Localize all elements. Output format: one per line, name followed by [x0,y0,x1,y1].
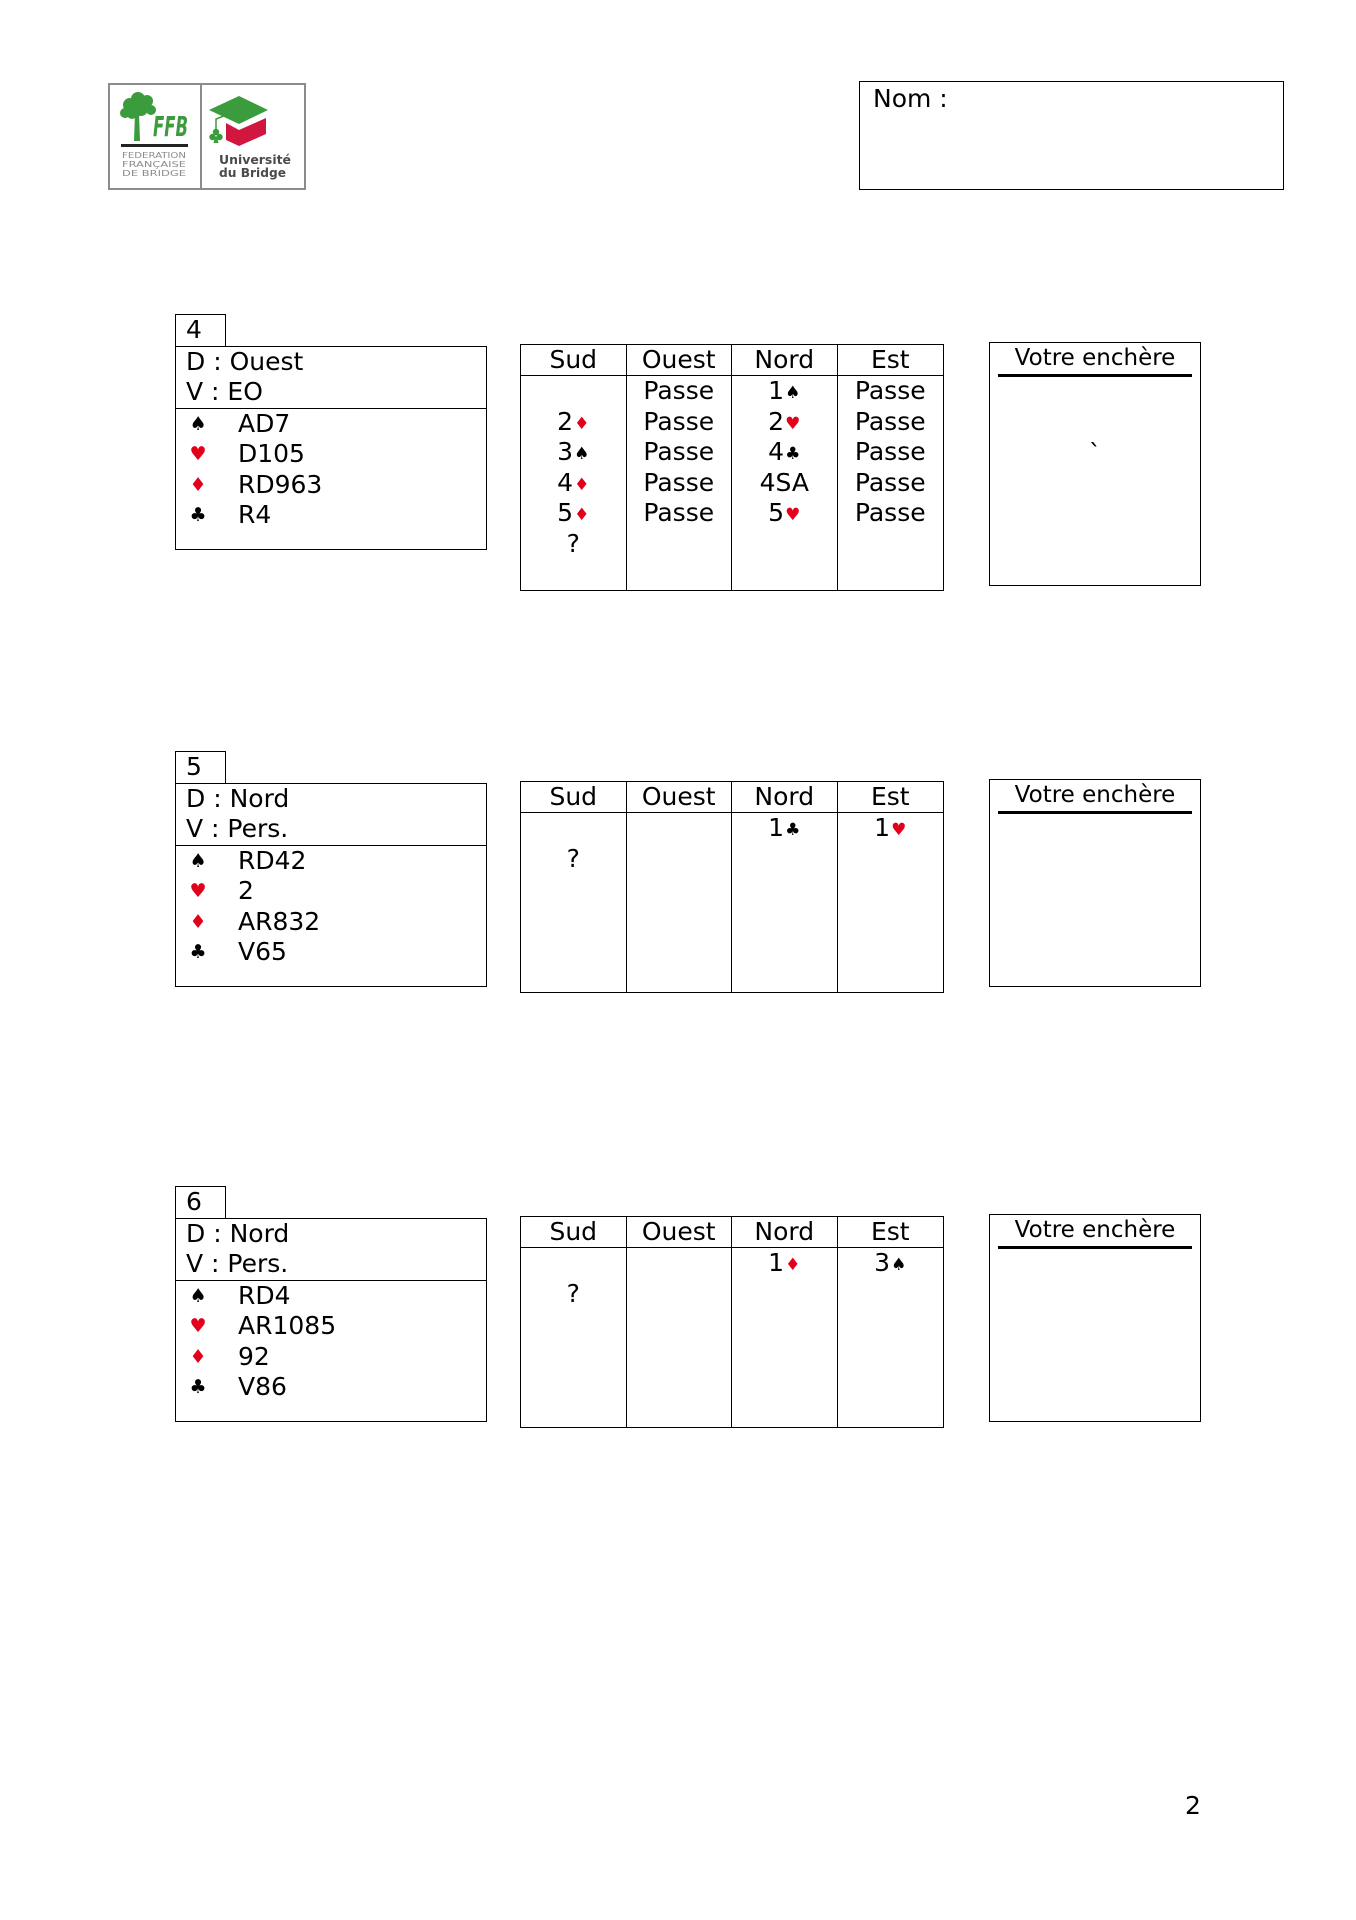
universite-line-2: du Bridge [219,165,286,180]
bid-cell: Passe [643,406,715,436]
bid-cell [521,498,626,529]
diamond-icon: ♦ [189,473,207,496]
club-icon: ♣ [189,1376,207,1399]
bid-cell: ? [566,528,580,558]
heart-icon: ♥ [189,880,207,903]
bid-cell [732,498,837,529]
club-icon: ♣ [189,504,207,527]
bid-cell: Passe [854,376,926,405]
hand-cards-heart: D105 [238,439,305,469]
spade-icon: ♠ [189,849,207,872]
ffb-federation-line-1: FEDERATION [122,151,186,160]
bidding-header-0: Sud [521,782,627,813]
answer-label: Votre enchère [1014,782,1176,808]
bid-level: 1 [768,813,785,842]
board-6 [0,1186,1356,1466]
bid-spade-icon: ♠ [574,444,590,465]
bid-cell-empty [838,1279,944,1310]
hand-row-club [176,500,486,531]
bid-level: 4 [768,437,785,467]
name-field-label: Nom : [873,84,948,113]
spade-icon: ♠ [189,412,207,435]
hand-row-heart [176,876,486,907]
dealer-label: D : Nord [186,783,290,813]
bidding-column-1 [627,376,733,590]
bid-cell: ? [566,843,580,873]
bid-cell [732,437,837,468]
hand-cards-heart: AR1085 [238,1311,337,1341]
bidding-header-2: Nord [732,345,838,376]
vulnerability-label: V : Pers. [186,1249,289,1278]
bidding-header-2: Nord [732,782,838,813]
bid-level: 4 [557,467,574,497]
bid-heart-icon: ♥ [785,413,801,434]
bidding-column-3 [838,1248,944,1427]
hand [176,1281,486,1403]
answer-label: Votre enchère [1014,345,1176,371]
bid-cell: Passe [854,467,926,497]
bid-cell-empty [627,1279,732,1310]
bid-spade-icon: ♠ [785,383,801,403]
bid-cell [732,1248,837,1279]
bid-cell-empty [521,813,626,844]
ffb-acronym: FFB [153,110,188,143]
hand-cards-diamond: RD963 [238,469,323,499]
bidding-header-0: Sud [521,345,627,376]
bid-diamond-icon: ♦ [574,413,590,434]
bid-level: 3 [557,437,574,467]
bidding-column-2 [732,376,838,590]
bid-cell-empty [627,844,732,875]
vulnerability-label: V : EO [186,377,263,406]
bidding-header-3: Est [838,782,944,813]
hand-row-diamond [176,470,486,501]
hand-row-spade [176,1281,486,1312]
hand [176,409,486,531]
bidding-column-1 [627,1248,733,1427]
hand [176,846,486,968]
bidding-column-3 [838,813,944,992]
bid-cell: Passe [854,437,926,467]
bid-cell: Passe [643,467,715,497]
bidding-header-1: Ouest [627,345,733,376]
dealer-label: D : Ouest [186,346,304,376]
bidding-table [520,1216,944,1428]
bid-cell-empty [732,529,837,560]
hand-cards-spade: RD42 [238,845,307,875]
bid-cell: Passe [854,406,926,436]
hand-row-spade [176,409,486,440]
bid-club-icon: ♣ [785,444,801,465]
name-field-box [859,81,1284,190]
bidding-header-1: Ouest [627,782,733,813]
answer-box [989,342,1201,586]
deal-info-box [175,1218,487,1422]
bid-level: 3 [874,1248,891,1277]
diamond-icon: ♦ [189,910,207,933]
club-icon: ♣ [189,941,207,964]
bid-heart-icon: ♥ [785,505,801,526]
board-5 [0,751,1356,1031]
hand-row-heart [176,439,486,470]
bid-level: 1 [768,1248,785,1277]
board-number: 4 [175,314,226,347]
hand-cards-heart: 2 [238,876,254,906]
bidding-header-3: Est [838,1217,944,1248]
bidding-header-3: Est [838,345,944,376]
deal-conditions [176,784,486,846]
hand-cards-club: R4 [238,500,272,530]
bid-cell: Passe [643,498,715,528]
deal-conditions [176,347,486,409]
bid-level: 2 [768,406,785,436]
hand-cards-spade: AD7 [238,408,291,438]
bid-club-icon: ♣ [785,820,801,840]
bid-level: 2 [557,406,574,436]
bid-cell-empty [732,1279,837,1310]
bid-level: 5 [768,498,785,528]
bid-cell [521,407,626,438]
bid-cell-empty [627,1248,732,1279]
bidding-column-1 [627,813,733,992]
bidding-column-2 [732,813,838,992]
spade-icon: ♠ [189,1284,207,1307]
bidding-header-0: Sud [521,1217,627,1248]
ffb-federation-line-2: FRANÇAISE [122,160,187,169]
universite-line-1: Université [219,152,291,167]
hand-cards-diamond: AR832 [238,906,321,936]
bid-cell-empty [838,529,944,560]
bidding-column-0 [521,813,627,992]
dealer-label: D : Nord [186,1218,290,1248]
hand-row-heart [176,1311,486,1342]
hand-row-spade [176,846,486,877]
bid-level: 1 [874,813,891,842]
bid-cell-empty [838,844,944,875]
bid-cell-empty [627,529,732,560]
bidding-table [520,781,944,993]
bid-cell-empty [627,813,732,844]
answer-underline [998,374,1192,377]
deal-conditions [176,1219,486,1281]
hand-cards-club: V65 [238,937,287,967]
bid-cell [838,1248,944,1279]
bid-cell [521,437,626,468]
deal-info-box [175,783,487,987]
answer-box [989,779,1201,987]
board-number: 5 [175,751,226,784]
bidding-table [520,344,944,591]
bid-cell [732,407,837,438]
ffb-federation-line-3: DE BRIDGE [122,169,187,178]
board-number: 6 [175,1186,226,1219]
bid-cell [838,813,944,844]
bid-cell: Passe [643,376,715,405]
bid-cell: ? [566,1278,580,1308]
answer-underline [998,811,1192,814]
hand-cards-diamond: 92 [238,1341,270,1371]
bid-spade-icon: ♠ [891,1255,907,1275]
hand-cards-club: V86 [238,1372,287,1402]
ffb-underline-bar [121,144,188,147]
hand-row-diamond [176,907,486,938]
answer-label: Votre enchère [1014,1217,1176,1243]
ffb-universite-logo [108,83,306,190]
bid-cell [521,468,626,499]
bid-heart-icon: ♥ [891,820,907,840]
hand-row-club [176,1372,486,1403]
bid-diamond-icon: ♦ [574,474,590,495]
heart-icon: ♥ [189,1315,207,1338]
bid-diamond-icon: ♦ [574,505,590,526]
bid-cell [732,813,837,844]
page-number: 2 [1185,1791,1201,1820]
hand-row-club [176,937,486,968]
bid-cell: 4SA [759,467,809,497]
bidding-column-0 [521,1248,627,1427]
bid-cell-empty [521,1248,626,1279]
bidding-header-2: Nord [732,1217,838,1248]
bid-cell-empty [521,376,626,407]
bid-level: 1 [768,376,785,405]
bid-diamond-icon: ♦ [785,1255,801,1275]
diamond-icon: ♦ [189,1345,207,1368]
bid-cell: Passe [643,437,715,467]
answer-underline [998,1246,1192,1249]
bidding-header-1: Ouest [627,1217,733,1248]
bidding-column-0 [521,376,627,590]
bid-level: 5 [557,498,574,528]
bid-cell-empty [732,844,837,875]
bid-cell [732,376,837,407]
bidding-column-3 [838,376,944,590]
bidding-column-2 [732,1248,838,1427]
deal-info-box [175,346,487,550]
answer-box [989,1214,1201,1422]
bid-cell: Passe [854,498,926,528]
heart-icon: ♥ [189,443,207,466]
answer-value: ` [1088,439,1102,468]
vulnerability-label: V : Pers. [186,814,289,843]
board-4 [0,314,1356,594]
hand-row-diamond [176,1342,486,1373]
hand-cards-spade: RD4 [238,1280,291,1310]
